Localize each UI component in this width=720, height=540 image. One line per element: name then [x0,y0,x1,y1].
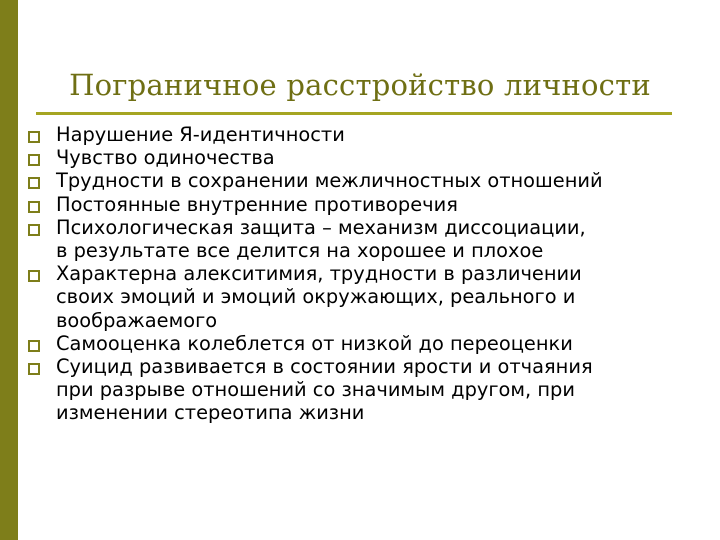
bullet-text [56,262,720,332]
bullet-line: Нарушение Я-идентичности [56,123,345,146]
bullet-line: своих эмоций и эмоций окружающих, реального и [56,285,576,309]
bullet-text [56,332,720,355]
bullet-item [28,146,720,169]
hollow-square-icon [28,201,40,213]
hollow-square-icon [28,340,40,352]
hollow-square-icon [28,224,40,236]
bullet-line: изменении стереотипа жизни [56,401,365,425]
hollow-square-icon [28,177,40,189]
hollow-square-icon [28,270,40,282]
hollow-square-icon [28,154,40,166]
bullet-item [28,355,720,425]
bullet-text [56,355,720,425]
bullet-line: Суицид развивается в состоянии ярости и отчаяния [56,355,593,379]
bullet-line: при разрыве отношений со значимым другом, при [56,378,575,402]
bullet-item [28,216,720,262]
hollow-square-icon [28,363,40,375]
bullet-text [56,146,720,169]
bullet-line: Самооценка колеблется от низкой до переоценки [56,331,573,355]
bullet-text [56,216,720,262]
bullet-text [56,169,720,192]
bullet-item [28,123,720,146]
bullet-list [28,123,720,425]
slide-title: Пограничное расстройство личности [69,68,651,102]
bullet-item [28,193,720,216]
bullet-line: в результате все делится на хорошее и плохое [56,239,544,263]
bullet-line: воображаемого [56,308,218,332]
bullet-item [28,262,720,332]
title-underline [36,112,672,115]
bullet-text [56,123,720,146]
bullet-line: Психологическая защита – механизм диссоциации, [56,215,586,239]
bullet-item [28,332,720,355]
bullet-text [56,193,720,216]
bullet-line: Характерна алекситимия, трудности в различении [56,262,582,286]
bullet-item [28,169,720,192]
hollow-square-icon [28,131,40,143]
bullet-line: Постоянные внутренние противоречия [56,192,458,216]
bullet-line: Трудности в сохранении межличностных отношений [56,169,603,193]
bullet-line: Чувство одиночества [56,146,275,170]
